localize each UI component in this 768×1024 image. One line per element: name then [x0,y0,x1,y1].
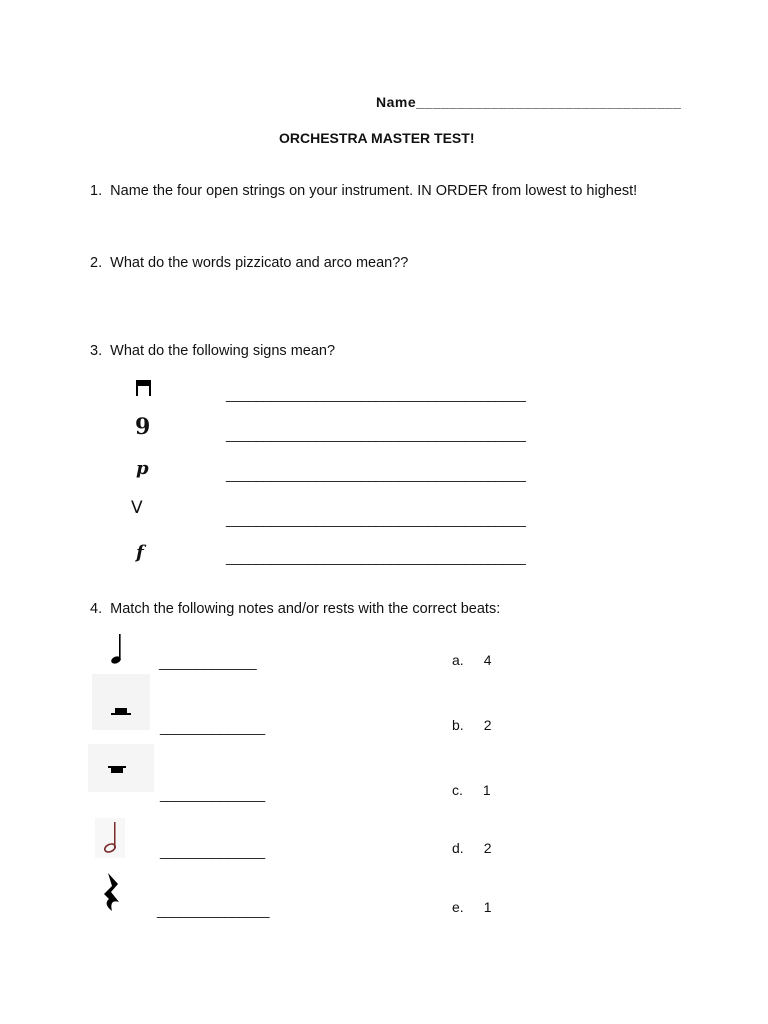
name-label: Name________________________________ [376,94,682,110]
quarter-note-icon [109,632,125,670]
forte-dynamic-icon: f [136,542,144,563]
name-blank[interactable]: ________________________________ [416,94,682,110]
choice-e: e. 1 [452,899,492,915]
half-rest-icon [92,674,150,734]
answer-blank[interactable]: ________________________________________ [226,386,526,402]
question-4 [90,601,500,617]
match-blank[interactable]: ______________ [160,843,265,859]
breath-mark-icon: 9 [135,414,151,440]
answer-blank[interactable]: ________________________________________ [226,511,526,527]
question-text: What do the following signs mean? [110,343,336,359]
match-blank[interactable]: ______________ [160,786,265,802]
question-number: 4. [90,601,103,617]
down-bow-icon [135,379,153,401]
question-2 [90,255,408,271]
question-text: Name the four open strings on your instrument. IN ORDER from lowest to highest! [110,183,638,199]
question-text: Match the following notes and/or rests with the correct beats: [110,601,501,617]
match-blank[interactable]: _____________ [159,654,257,670]
quarter-rest-icon [100,872,126,920]
choice-b: b. 2 [452,717,492,733]
page-title: ORCHESTRA MASTER TEST! [279,130,475,146]
question-3 [90,343,335,359]
match-blank[interactable]: _______________ [157,902,270,918]
answer-blank[interactable]: ________________________________________ [226,549,526,565]
answer-blank[interactable]: ________________________________________ [226,426,526,442]
match-blank[interactable]: ______________ [160,719,265,735]
question-number: 3. [90,343,103,359]
question-1 [90,183,637,199]
piano-dynamic-icon: p [136,458,149,479]
choice-c: c. 1 [452,782,491,798]
up-bow-icon: V [131,498,143,518]
answer-blank[interactable]: ________________________________________ [226,466,526,482]
choice-a: a. 4 [452,652,492,668]
question-number: 2. [90,255,103,271]
half-note-icon [95,818,125,862]
question-text: What do the words pizzicato and arco mean?? [110,255,409,271]
question-number: 1. [90,183,103,199]
whole-rest-icon [88,744,154,796]
choice-d: d. 2 [452,840,492,856]
